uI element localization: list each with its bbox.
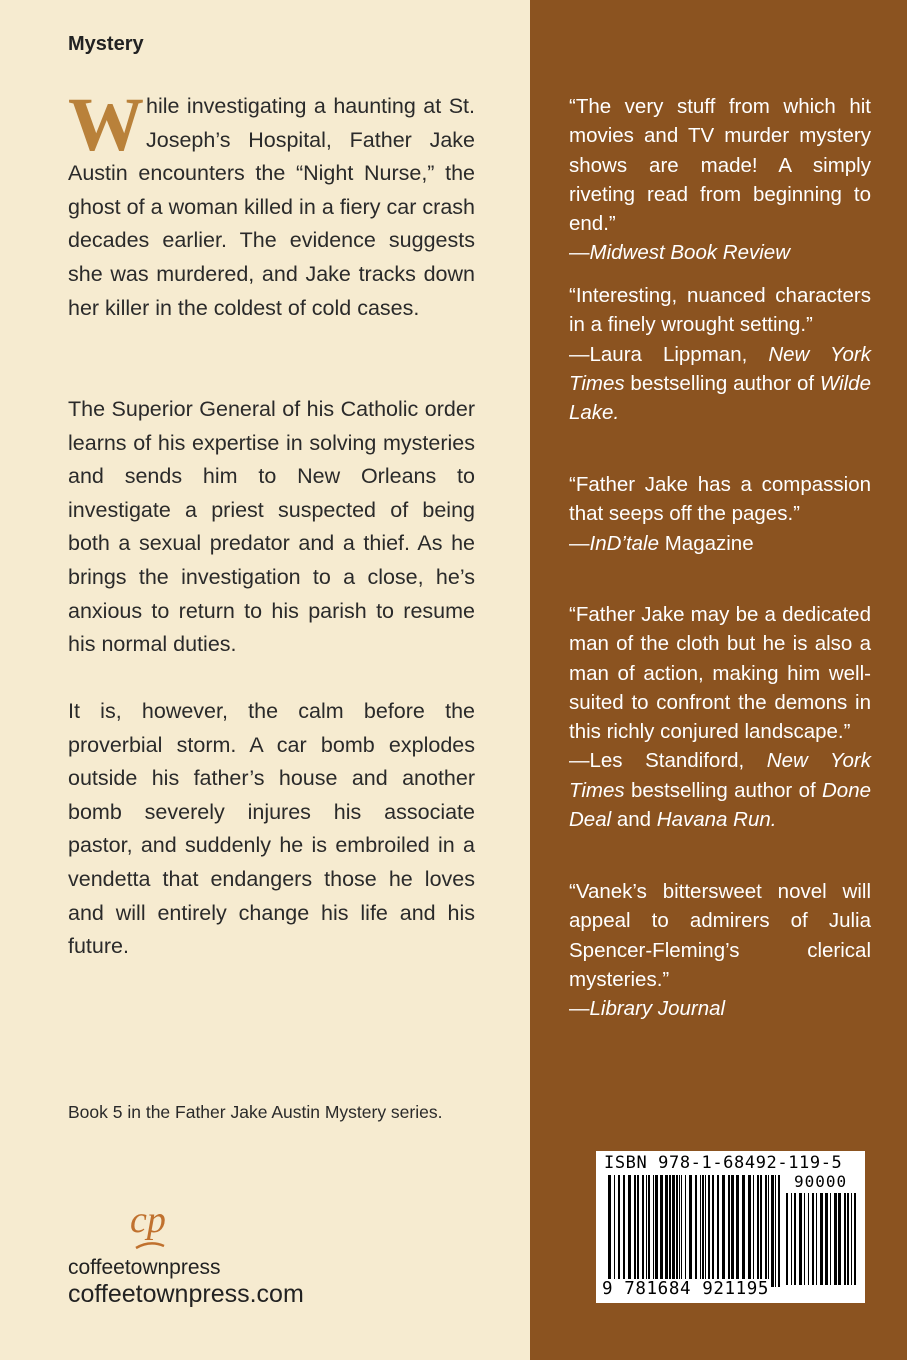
blurb-paragraph-2: The Superior General of his Catholic order learns of his expertise in solving mysteries and sends him to New Orleans to investigate a priest suspected of being both a sexual predator and a thief. As he brings the investigation to a close, he’s anxious to return to his parish to resume his normal duties. [68,397,475,657]
isbn-barcode [596,1151,865,1303]
ean-digits: 9 781684 921195 [602,1279,770,1299]
review-2 [569,281,871,427]
blurb-paragraph-1-text: hile investigating a haunting at St. Joseph’s Hospital, Father Jake Austin encounters the “Night Nurse,” the ghost of a woman killed in a fiery car crash decades earlier. The evidence suggests she was murdered, and Jake tracks down her killer in the coldest of cold cases. [68,94,475,320]
ean-barcode-bars [608,1175,780,1287]
publisher-logo-text: cp [130,1199,166,1241]
publisher-url: coffeetownpress.com [68,1280,304,1308]
review-4-source: —Les Standiford, New York Times bestselling author of Done Deal and Havana Run. [569,749,872,832]
series-note: Book 5 in the Father Jake Austin Mystery series. [68,1102,443,1122]
publisher-name: coffeetownpress [68,1256,221,1279]
review-5-source: —Library Journal [569,997,726,1021]
review-3 [569,470,871,558]
review-2-source: —Laura Lippman, New York Times bestselling author of Wilde Lake. [569,342,871,425]
review-3-quote: “Father Jake has a compassion that seeps off the pages.” [569,473,871,526]
genre-label: Mystery [68,33,144,55]
review-1-quote: “The very stuff from which hit movies and TV murder mystery shows are made! A simply riveting read from beginning to end.” [569,95,871,236]
blurb-paragraph-1 [68,83,475,325]
publisher-logo-icon [128,1198,172,1258]
drop-cap: W [68,83,144,167]
review-5-quote: “Vanek’s bittersweet novel will appeal to admirers of Julia Spencer-Fleming’s clerical mysteries.” [569,880,871,991]
review-3-source: —InD’tale Magazine [569,531,754,555]
blurb-paragraph-3: It is, however, the calm before the proverbial storm. A car bomb explodes outside his father’s house and another bomb severely injures his associate pastor, and suddenly he is embroiled in a vendetta that endangers those he loves and will entirely change his life and his future. [68,699,475,959]
review-2-quote: “Interesting, nuanced characters in a finely wrought setting.” [569,284,871,337]
review-1-source: —Midwest Book Review [569,241,791,265]
isbn-number: ISBN 978-1-68492-119-5 [604,1153,843,1173]
review-4-quote: “Father Jake may be a dedicated man of the cloth but he is also a man of action, making him well-suited to confront the demons in this richly conjured landscape.” [569,603,871,744]
review-5 [569,877,871,1023]
review-4 [569,600,871,834]
addon-code: 90000 [794,1172,848,1191]
review-1 [569,92,871,268]
addon-barcode-bars [786,1193,856,1285]
